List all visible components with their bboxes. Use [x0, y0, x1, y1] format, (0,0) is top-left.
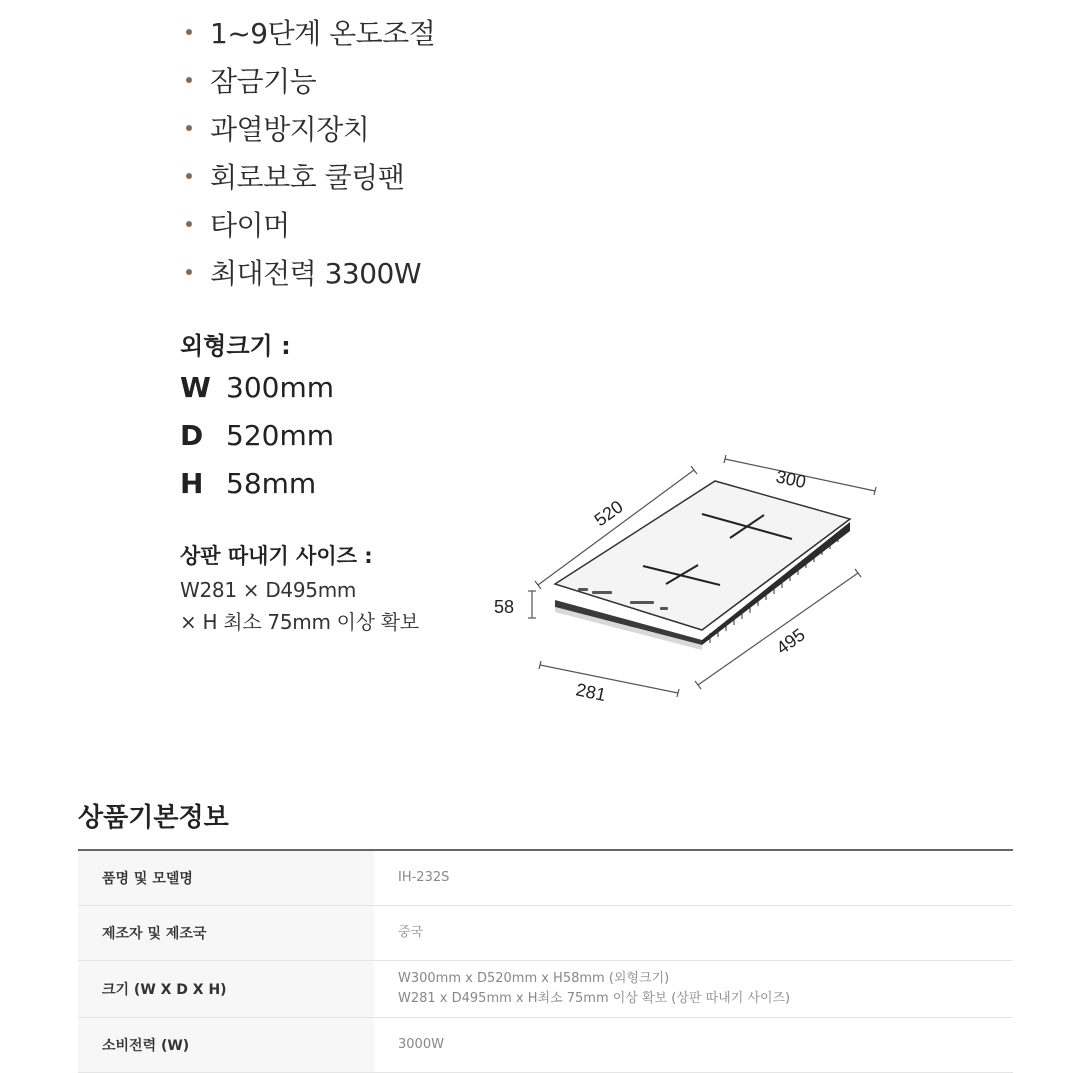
- label-width: 300: [774, 466, 808, 493]
- row-label: 품명 및 모델명: [78, 850, 374, 905]
- dimensions-title: 외형크기 :: [180, 332, 291, 360]
- table-row: [78, 1017, 1013, 1072]
- cutout-line: × H 최소 75mm 이상 확보: [180, 610, 419, 634]
- row-value-text: 중국: [398, 924, 424, 940]
- bullet-icon: [186, 77, 192, 83]
- dimension-width: [180, 367, 334, 407]
- table-row: [78, 960, 1013, 1017]
- label-cut-width: 281: [574, 679, 608, 705]
- feature-text: 1~9단계 온도조절: [210, 17, 436, 50]
- feature-item: [186, 56, 435, 104]
- bullet-icon: [186, 29, 192, 35]
- feature-list: [186, 8, 435, 296]
- bullet-icon: [186, 269, 192, 275]
- bullet-icon: [186, 173, 192, 179]
- feature-item: [186, 200, 435, 248]
- feature-item: [186, 104, 435, 152]
- cutout-title: 상판 따내기 사이즈 :: [180, 544, 373, 568]
- feature-item: [186, 8, 435, 56]
- row-value-text: W281 x D495mm x H최소 75mm 이상 확보 (상판 따내기 사이즈): [398, 990, 791, 1006]
- label-cut-depth: 495: [772, 624, 809, 659]
- product-info-title: 상품기본정보: [78, 803, 229, 833]
- row-label: 제조자 및 제조국: [78, 905, 374, 960]
- row-value: [374, 850, 1013, 905]
- label-depth: 520: [590, 496, 627, 531]
- feature-text: 과열방지장치: [210, 113, 370, 146]
- dimension-key: W: [180, 370, 211, 404]
- feature-text: 타이머: [210, 209, 290, 242]
- row-value-text: IH-232S: [398, 869, 450, 885]
- dimension-key: H: [180, 466, 204, 500]
- cooktop-dimension-diagram: [470, 455, 890, 705]
- product-info-table: [78, 849, 1013, 1073]
- feature-text: 회로보호 쿨링팬: [210, 161, 405, 194]
- feature-text: 최대전력 3300W: [210, 257, 422, 290]
- feature-item: [186, 152, 435, 200]
- bullet-icon: [186, 125, 192, 131]
- cutout-line: W281 × D495mm: [180, 578, 357, 602]
- row-value: [374, 905, 1013, 960]
- bullet-icon: [186, 221, 192, 227]
- dimension-value: 58mm: [226, 466, 317, 500]
- row-value: [374, 960, 1013, 1017]
- table-row: [78, 850, 1013, 905]
- cooktop-glass-top: [555, 481, 850, 630]
- row-value: [374, 1017, 1013, 1072]
- table-row: [78, 905, 1013, 960]
- row-label: 크기 (W X D X H): [78, 960, 374, 1017]
- row-value-text: 3000W: [398, 1036, 444, 1052]
- row-label: 소비전력 (W): [78, 1017, 374, 1072]
- dimension-value: 520mm: [226, 418, 334, 452]
- dimension-key: D: [180, 418, 204, 452]
- label-height: 58: [494, 597, 515, 617]
- dimension-height: [180, 463, 316, 503]
- feature-text: 잠금기능: [210, 65, 317, 98]
- feature-item: [186, 248, 435, 296]
- row-value-text: W300mm x D520mm x H58mm (외형크기): [398, 970, 670, 986]
- dimension-value: 300mm: [226, 370, 334, 404]
- dimension-depth: [180, 415, 334, 455]
